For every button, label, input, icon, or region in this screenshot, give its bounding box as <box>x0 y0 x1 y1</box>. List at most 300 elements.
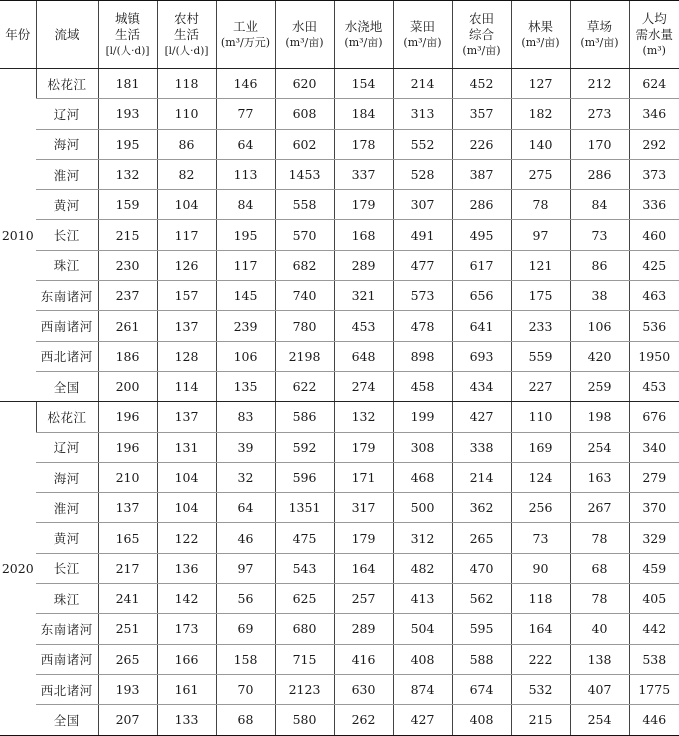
table-header <box>0 1 679 69</box>
column-header-per_capita-line: (m³) <box>630 43 679 59</box>
value-cell-farmland: 286 <box>452 190 511 220</box>
value-cell-orchard: 222 <box>511 644 570 674</box>
value-cell-pasture: 254 <box>570 432 629 462</box>
column-header-basin <box>36 1 98 69</box>
value-cell-rural: 114 <box>157 371 216 401</box>
value-cell-orchard: 532 <box>511 674 570 704</box>
value-cell-per_capita: 453 <box>629 371 679 401</box>
value-cell-urban: 181 <box>98 69 157 99</box>
value-cell-vegetable: 500 <box>393 493 452 523</box>
value-cell-rural: 118 <box>157 69 216 99</box>
value-cell-vegetable: 214 <box>393 69 452 99</box>
value-cell-pasture: 407 <box>570 674 629 704</box>
value-cell-industry: 39 <box>216 432 275 462</box>
value-cell-urban: 159 <box>98 190 157 220</box>
basin-cell: 珠江 <box>36 584 98 614</box>
value-cell-irrigated: 132 <box>334 402 393 432</box>
table-row <box>0 190 679 220</box>
column-header-farmland-line: 农田 <box>453 11 511 27</box>
column-header-irrigated <box>334 1 393 69</box>
table-row <box>0 523 679 553</box>
value-cell-irrigated: 154 <box>334 69 393 99</box>
value-cell-rural: 104 <box>157 190 216 220</box>
basin-cell: 海河 <box>36 129 98 159</box>
value-cell-vegetable: 482 <box>393 553 452 583</box>
value-cell-irrigated: 164 <box>334 553 393 583</box>
value-cell-pasture: 267 <box>570 493 629 523</box>
value-cell-urban: 217 <box>98 553 157 583</box>
value-cell-rural: 104 <box>157 462 216 492</box>
value-cell-pasture: 170 <box>570 129 629 159</box>
value-cell-industry: 64 <box>216 493 275 523</box>
value-cell-rural: 126 <box>157 250 216 280</box>
value-cell-paddy: 570 <box>275 220 334 250</box>
value-cell-irrigated: 178 <box>334 129 393 159</box>
value-cell-per_capita: 292 <box>629 129 679 159</box>
value-cell-paddy: 592 <box>275 432 334 462</box>
value-cell-urban: 186 <box>98 341 157 371</box>
value-cell-rural: 110 <box>157 99 216 129</box>
basin-cell: 海河 <box>36 462 98 492</box>
value-cell-industry: 56 <box>216 584 275 614</box>
basin-cell: 黄河 <box>36 190 98 220</box>
column-header-urban-line: [l/(人·d)] <box>99 43 157 59</box>
column-header-rural <box>157 1 216 69</box>
value-cell-industry: 239 <box>216 311 275 341</box>
value-cell-rural: 142 <box>157 584 216 614</box>
value-cell-paddy: 740 <box>275 281 334 311</box>
value-cell-vegetable: 528 <box>393 159 452 189</box>
value-cell-orchard: 140 <box>511 129 570 159</box>
value-cell-rural: 122 <box>157 523 216 553</box>
value-cell-paddy: 608 <box>275 99 334 129</box>
value-cell-irrigated: 630 <box>334 674 393 704</box>
value-cell-orchard: 164 <box>511 614 570 644</box>
value-cell-irrigated: 453 <box>334 311 393 341</box>
value-cell-urban: 165 <box>98 523 157 553</box>
table-row <box>0 614 679 644</box>
value-cell-orchard: 127 <box>511 69 570 99</box>
value-cell-per_capita: 336 <box>629 190 679 220</box>
value-cell-urban: 241 <box>98 584 157 614</box>
value-cell-industry: 145 <box>216 281 275 311</box>
table-row <box>0 159 679 189</box>
value-cell-pasture: 163 <box>570 462 629 492</box>
value-cell-farmland: 452 <box>452 69 511 99</box>
value-cell-industry: 32 <box>216 462 275 492</box>
column-header-paddy <box>275 1 334 69</box>
value-cell-industry: 84 <box>216 190 275 220</box>
value-cell-vegetable: 413 <box>393 584 452 614</box>
value-cell-farmland: 427 <box>452 402 511 432</box>
column-header-urban-line: 城镇 <box>99 11 157 27</box>
value-cell-rural: 133 <box>157 705 216 735</box>
value-cell-orchard: 256 <box>511 493 570 523</box>
value-cell-per_capita: 279 <box>629 462 679 492</box>
value-cell-pasture: 78 <box>570 523 629 553</box>
value-cell-paddy: 625 <box>275 584 334 614</box>
value-cell-paddy: 475 <box>275 523 334 553</box>
value-cell-irrigated: 337 <box>334 159 393 189</box>
value-cell-paddy: 620 <box>275 69 334 99</box>
value-cell-farmland: 226 <box>452 129 511 159</box>
table-row <box>0 674 679 704</box>
column-header-pasture-line: (m³/亩) <box>571 35 629 51</box>
value-cell-industry: 46 <box>216 523 275 553</box>
value-cell-pasture: 84 <box>570 190 629 220</box>
basin-cell: 松花江 <box>36 69 98 99</box>
value-cell-vegetable: 312 <box>393 523 452 553</box>
value-cell-irrigated: 317 <box>334 493 393 523</box>
value-cell-rural: 161 <box>157 674 216 704</box>
value-cell-rural: 128 <box>157 341 216 371</box>
value-cell-vegetable: 477 <box>393 250 452 280</box>
value-cell-urban: 196 <box>98 432 157 462</box>
value-cell-pasture: 259 <box>570 371 629 401</box>
basin-cell: 西南诸河 <box>36 311 98 341</box>
table-row <box>0 462 679 492</box>
value-cell-orchard: 227 <box>511 371 570 401</box>
table-row <box>0 402 679 432</box>
value-cell-urban: 193 <box>98 99 157 129</box>
column-header-urban-line: 生活 <box>99 27 157 43</box>
column-header-farmland <box>452 1 511 69</box>
value-cell-paddy: 2123 <box>275 674 334 704</box>
column-header-paddy-line: (m³/亩) <box>276 35 334 51</box>
value-cell-paddy: 780 <box>275 311 334 341</box>
value-cell-urban: 137 <box>98 493 157 523</box>
value-cell-industry: 70 <box>216 674 275 704</box>
value-cell-rural: 136 <box>157 553 216 583</box>
value-cell-irrigated: 257 <box>334 584 393 614</box>
value-cell-paddy: 2198 <box>275 341 334 371</box>
value-cell-farmland: 265 <box>452 523 511 553</box>
value-cell-pasture: 198 <box>570 402 629 432</box>
basin-cell: 西南诸河 <box>36 644 98 674</box>
year-cell: 2020 <box>0 402 36 735</box>
value-cell-vegetable: 478 <box>393 311 452 341</box>
column-header-rural-line: 生活 <box>158 27 216 43</box>
column-header-irrigated-line: 水浇地 <box>335 19 393 35</box>
value-cell-per_capita: 329 <box>629 523 679 553</box>
value-cell-paddy: 558 <box>275 190 334 220</box>
basin-cell: 长江 <box>36 553 98 583</box>
value-cell-farmland: 562 <box>452 584 511 614</box>
basin-cell: 东南诸河 <box>36 281 98 311</box>
value-cell-irrigated: 321 <box>334 281 393 311</box>
basin-cell: 西北诸河 <box>36 341 98 371</box>
value-cell-per_capita: 370 <box>629 493 679 523</box>
basin-cell: 辽河 <box>36 432 98 462</box>
value-cell-farmland: 674 <box>452 674 511 704</box>
value-cell-paddy: 543 <box>275 553 334 583</box>
value-cell-farmland: 434 <box>452 371 511 401</box>
value-cell-orchard: 182 <box>511 99 570 129</box>
column-header-per_capita <box>629 1 679 69</box>
value-cell-vegetable: 408 <box>393 644 452 674</box>
value-cell-urban: 200 <box>98 371 157 401</box>
basin-cell: 全国 <box>36 371 98 401</box>
value-cell-paddy: 580 <box>275 705 334 735</box>
table-row <box>0 493 679 523</box>
column-header-industry-line: 工业 <box>217 19 275 35</box>
value-cell-irrigated: 171 <box>334 462 393 492</box>
value-cell-farmland: 595 <box>452 614 511 644</box>
value-cell-industry: 117 <box>216 250 275 280</box>
basin-cell: 松花江 <box>36 402 98 432</box>
value-cell-industry: 64 <box>216 129 275 159</box>
value-cell-farmland: 214 <box>452 462 511 492</box>
value-cell-vegetable: 308 <box>393 432 452 462</box>
value-cell-rural: 82 <box>157 159 216 189</box>
table-row <box>0 99 679 129</box>
value-cell-urban: 196 <box>98 402 157 432</box>
value-cell-farmland: 693 <box>452 341 511 371</box>
value-cell-orchard: 121 <box>511 250 570 280</box>
value-cell-urban: 230 <box>98 250 157 280</box>
value-cell-orchard: 73 <box>511 523 570 553</box>
value-cell-per_capita: 446 <box>629 705 679 735</box>
value-cell-urban: 265 <box>98 644 157 674</box>
value-cell-per_capita: 405 <box>629 584 679 614</box>
value-cell-per_capita: 463 <box>629 281 679 311</box>
value-cell-industry: 77 <box>216 99 275 129</box>
column-header-orchard-line: (m³/亩) <box>512 35 570 51</box>
value-cell-urban: 215 <box>98 220 157 250</box>
value-cell-per_capita: 538 <box>629 644 679 674</box>
table-row <box>0 432 679 462</box>
value-cell-urban: 207 <box>98 705 157 735</box>
column-header-orchard <box>511 1 570 69</box>
value-cell-irrigated: 289 <box>334 614 393 644</box>
value-cell-industry: 195 <box>216 220 275 250</box>
column-header-rural-line: [l/(人·d)] <box>158 43 216 59</box>
value-cell-orchard: 78 <box>511 190 570 220</box>
value-cell-rural: 131 <box>157 432 216 462</box>
column-header-pasture <box>570 1 629 69</box>
value-cell-rural: 104 <box>157 493 216 523</box>
value-cell-irrigated: 184 <box>334 99 393 129</box>
table-row <box>0 220 679 250</box>
value-cell-irrigated: 179 <box>334 190 393 220</box>
value-cell-pasture: 212 <box>570 69 629 99</box>
value-cell-rural: 157 <box>157 281 216 311</box>
value-cell-per_capita: 1775 <box>629 674 679 704</box>
value-cell-farmland: 470 <box>452 553 511 583</box>
value-cell-irrigated: 416 <box>334 644 393 674</box>
basin-cell: 全国 <box>36 705 98 735</box>
value-cell-farmland: 357 <box>452 99 511 129</box>
value-cell-urban: 251 <box>98 614 157 644</box>
value-cell-urban: 261 <box>98 311 157 341</box>
table-row <box>0 341 679 371</box>
column-header-vegetable-line: (m³/亩) <box>394 35 452 51</box>
value-cell-industry: 135 <box>216 371 275 401</box>
value-cell-irrigated: 179 <box>334 523 393 553</box>
basin-cell: 淮河 <box>36 493 98 523</box>
value-cell-urban: 210 <box>98 462 157 492</box>
value-cell-orchard: 559 <box>511 341 570 371</box>
value-cell-urban: 193 <box>98 674 157 704</box>
column-header-per_capita-line: 需水量 <box>630 27 679 43</box>
value-cell-orchard: 110 <box>511 402 570 432</box>
basin-cell: 东南诸河 <box>36 614 98 644</box>
value-cell-per_capita: 459 <box>629 553 679 583</box>
value-cell-vegetable: 458 <box>393 371 452 401</box>
value-cell-industry: 146 <box>216 69 275 99</box>
value-cell-pasture: 138 <box>570 644 629 674</box>
value-cell-vegetable: 504 <box>393 614 452 644</box>
column-header-farmland-line: (m³/亩) <box>453 43 511 59</box>
value-cell-urban: 132 <box>98 159 157 189</box>
basin-cell: 长江 <box>36 220 98 250</box>
value-cell-farmland: 338 <box>452 432 511 462</box>
value-cell-rural: 86 <box>157 129 216 159</box>
value-cell-industry: 106 <box>216 341 275 371</box>
table-row <box>0 584 679 614</box>
value-cell-pasture: 286 <box>570 159 629 189</box>
basin-cell: 西北诸河 <box>36 674 98 704</box>
basin-cell: 珠江 <box>36 250 98 280</box>
value-cell-farmland: 656 <box>452 281 511 311</box>
value-cell-farmland: 495 <box>452 220 511 250</box>
value-cell-per_capita: 536 <box>629 311 679 341</box>
value-cell-per_capita: 340 <box>629 432 679 462</box>
value-cell-orchard: 215 <box>511 705 570 735</box>
value-cell-irrigated: 262 <box>334 705 393 735</box>
value-cell-paddy: 1351 <box>275 493 334 523</box>
value-cell-rural: 137 <box>157 311 216 341</box>
table-row <box>0 69 679 99</box>
value-cell-vegetable: 307 <box>393 190 452 220</box>
value-cell-industry: 83 <box>216 402 275 432</box>
column-header-industry <box>216 1 275 69</box>
value-cell-vegetable: 898 <box>393 341 452 371</box>
value-cell-per_capita: 373 <box>629 159 679 189</box>
value-cell-irrigated: 289 <box>334 250 393 280</box>
value-cell-farmland: 408 <box>452 705 511 735</box>
basin-cell: 淮河 <box>36 159 98 189</box>
value-cell-farmland: 362 <box>452 493 511 523</box>
value-cell-vegetable: 552 <box>393 129 452 159</box>
value-cell-pasture: 86 <box>570 250 629 280</box>
value-cell-industry: 68 <box>216 705 275 735</box>
column-header-basin-line: 流域 <box>37 27 98 43</box>
column-header-industry-line: (m³/万元) <box>217 35 275 51</box>
table-row <box>0 281 679 311</box>
value-cell-pasture: 38 <box>570 281 629 311</box>
value-cell-paddy: 682 <box>275 250 334 280</box>
value-cell-vegetable: 427 <box>393 705 452 735</box>
value-cell-orchard: 97 <box>511 220 570 250</box>
value-cell-industry: 113 <box>216 159 275 189</box>
value-cell-orchard: 233 <box>511 311 570 341</box>
value-cell-irrigated: 648 <box>334 341 393 371</box>
basin-cell: 辽河 <box>36 99 98 129</box>
value-cell-rural: 117 <box>157 220 216 250</box>
value-cell-paddy: 680 <box>275 614 334 644</box>
value-cell-vegetable: 468 <box>393 462 452 492</box>
table-row <box>0 371 679 401</box>
value-cell-industry: 97 <box>216 553 275 583</box>
value-cell-per_capita: 624 <box>629 69 679 99</box>
value-cell-farmland: 588 <box>452 644 511 674</box>
value-cell-urban: 237 <box>98 281 157 311</box>
value-cell-pasture: 68 <box>570 553 629 583</box>
column-header-orchard-line: 林果 <box>512 19 570 35</box>
column-header-urban <box>98 1 157 69</box>
value-cell-paddy: 596 <box>275 462 334 492</box>
value-cell-vegetable: 491 <box>393 220 452 250</box>
value-cell-farmland: 387 <box>452 159 511 189</box>
value-cell-pasture: 420 <box>570 341 629 371</box>
value-cell-paddy: 715 <box>275 644 334 674</box>
value-cell-orchard: 175 <box>511 281 570 311</box>
value-cell-per_capita: 1950 <box>629 341 679 371</box>
year-cell: 2010 <box>0 69 36 402</box>
column-header-year-line: 年份 <box>0 27 36 43</box>
table-row <box>0 311 679 341</box>
column-header-per_capita-line: 人均 <box>630 11 679 27</box>
value-cell-farmland: 641 <box>452 311 511 341</box>
value-cell-paddy: 602 <box>275 129 334 159</box>
value-cell-pasture: 254 <box>570 705 629 735</box>
value-cell-farmland: 617 <box>452 250 511 280</box>
table-row <box>0 705 679 735</box>
column-header-farmland-line: 综合 <box>453 27 511 43</box>
value-cell-irrigated: 274 <box>334 371 393 401</box>
value-cell-per_capita: 346 <box>629 99 679 129</box>
table-row <box>0 553 679 583</box>
column-header-vegetable-line: 菜田 <box>394 19 452 35</box>
table-row <box>0 129 679 159</box>
value-cell-irrigated: 179 <box>334 432 393 462</box>
column-header-vegetable <box>393 1 452 69</box>
value-cell-orchard: 90 <box>511 553 570 583</box>
value-cell-orchard: 169 <box>511 432 570 462</box>
value-cell-vegetable: 573 <box>393 281 452 311</box>
value-cell-industry: 69 <box>216 614 275 644</box>
value-cell-rural: 173 <box>157 614 216 644</box>
table-row <box>0 644 679 674</box>
value-cell-urban: 195 <box>98 129 157 159</box>
table-body <box>0 69 679 736</box>
column-header-pasture-line: 草场 <box>571 19 629 35</box>
value-cell-pasture: 78 <box>570 584 629 614</box>
value-cell-orchard: 118 <box>511 584 570 614</box>
value-cell-pasture: 106 <box>570 311 629 341</box>
value-cell-industry: 158 <box>216 644 275 674</box>
value-cell-per_capita: 425 <box>629 250 679 280</box>
value-cell-orchard: 124 <box>511 462 570 492</box>
value-cell-pasture: 73 <box>570 220 629 250</box>
value-cell-rural: 137 <box>157 402 216 432</box>
column-header-year <box>0 1 36 69</box>
column-header-paddy-line: 水田 <box>276 19 334 35</box>
header-row <box>0 1 679 69</box>
value-cell-vegetable: 199 <box>393 402 452 432</box>
column-header-irrigated-line: (m³/亩) <box>335 35 393 51</box>
value-cell-pasture: 273 <box>570 99 629 129</box>
value-cell-vegetable: 874 <box>393 674 452 704</box>
value-cell-vegetable: 313 <box>393 99 452 129</box>
value-cell-paddy: 1453 <box>275 159 334 189</box>
value-cell-orchard: 275 <box>511 159 570 189</box>
table-row <box>0 250 679 280</box>
value-cell-per_capita: 460 <box>629 220 679 250</box>
value-cell-rural: 166 <box>157 644 216 674</box>
value-cell-pasture: 40 <box>570 614 629 644</box>
